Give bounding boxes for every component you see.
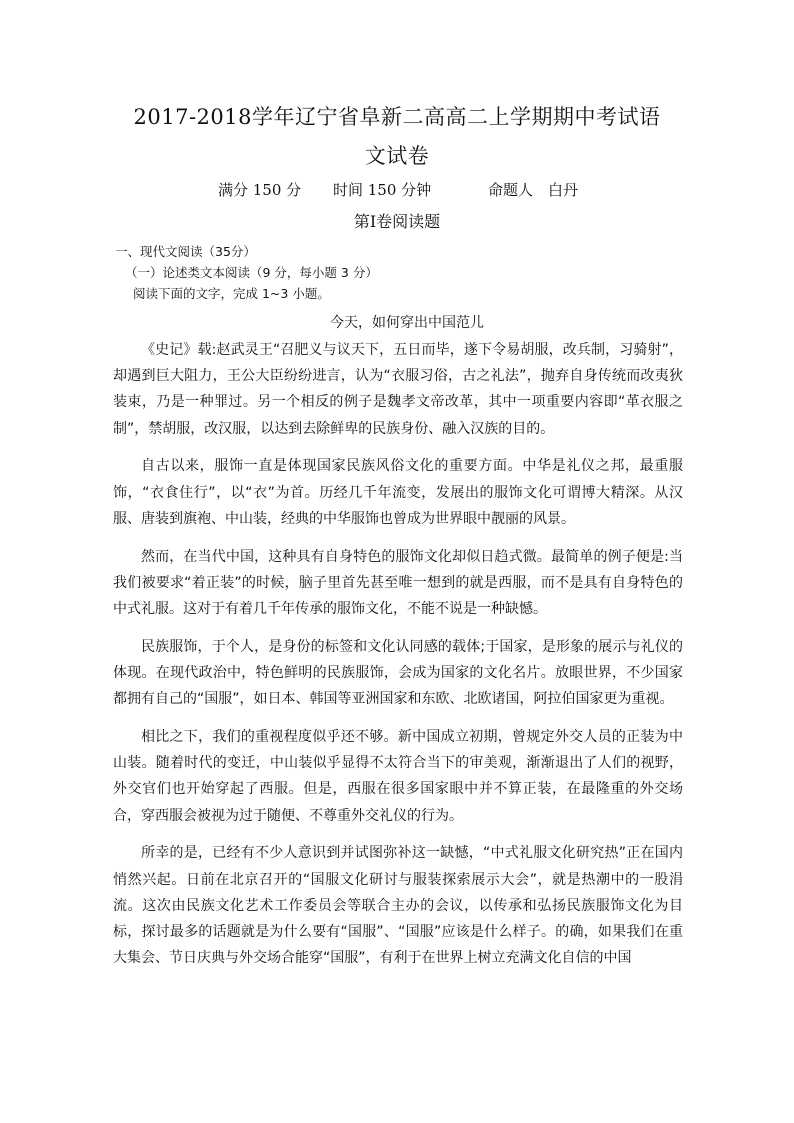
exam-author: 命题人 白丹 — [488, 181, 579, 199]
full-score: 满分 150 分 — [218, 181, 302, 199]
article-body — [113, 337, 683, 983]
article-paragraph: 所幸的是，已经有不少人意识到并试图弥补这一缺憾，“中式礼服文化研究热”正在国内悄然兴起。日前在北京召开的“国服文化研讨与服装探索展示大会”，就是热潮中的一股涓流。这次由民族文化艺术工作委员会等联合主办的会议，以传承和弘扬民族服饰文化为目标，探讨最多的话题就是为什么要有“国服”、“国服”应该是什么样子。的确，如果我们在重大集会、节日庆典与外交场合能穿“国服”，有利于在世界上树立充满文化自信的中国 — [113, 845, 683, 967]
volume-title: 第Ⅰ卷阅读题 — [353, 212, 441, 231]
reading-instruction: 阅读下面的文字，完成 1~3 小题。 — [133, 286, 330, 301]
article-paragraph: 相比之下，我们的重视程度似乎还不够。新中国成立初期，曾规定外交人员的正装为中山装。随着时代的变迁，中山装似乎显得不太符合当下的审美观，渐渐退出了人们的视野，外交官们也开始穿起了西服。但是，西服在很多国家眼中并不算正装，在最隆重的外交场合，穿西服会被视为过于随便、不尊重外交礼仪的行为。 — [113, 729, 683, 824]
article-paragraph: 《史记》载:赵武灵王“召肥义与议天下，五日而毕，遂下令易胡服，改兵制，习骑射”，却遇到巨大阻力，王公大臣纷纷进言，认为“衣服习俗，古之礼法”，抛弃自身传统而改夷狄装束，乃是一种罪过。另一个相反的例子是魏孝文帝改革，其中一项重要内容即“革衣服之制”，禁胡服，改汉服，以达到去除鲜卑的民族身份、融入汉族的目的。 — [113, 342, 683, 437]
exam-title-line-2: 文试卷 — [364, 144, 430, 168]
section-heading: 一、现代文阅读（35分） — [115, 244, 256, 259]
exam-title-line-1: 2017-2018学年辽宁省阜新二高高二上学期期中考试语 — [133, 105, 661, 129]
sub-section-heading: （一）论述类文本阅读（9 分，每小题 3 分） — [125, 265, 378, 280]
article-title: 今天，如何穿出中国范儿 — [330, 315, 484, 331]
article-paragraph: 民族服饰，于个人，是身份的标签和文化认同感的载体;于国家，是形象的展示与礼仪的体现。在现代政治中，特色鲜明的民族服饰，会成为国家的文化名片。放眼世界，不少国家都拥有自己的“国服”，如日本、韩国等亚洲国家和东欧、北欧诸国，阿拉伯国家更为重视。 — [113, 638, 683, 708]
article-paragraph: 自古以来，服饰一直是体现国家民族风俗文化的重要方面。中华是礼仪之邦，最重服饰，“衣食住行”，以“衣”为首。历经几千年流变，发展出的服饰文化可谓博大精深。从汉服、唐装到旗袍、中山装，经典的中华服饰也曾成为世界眼中靓丽的风景。 — [113, 458, 683, 527]
article-paragraph: 然而，在当代中国，这种具有自身特色的服饰文化却似日趋式微。最简单的例子便是:当我们被要求“着正装”的时候，脑子里首先甚至唯一想到的就是西服，而不是具有自身特色的中式礼服。这对于有着几千年传承的服饰文化，不能不说是一种缺憾。 — [113, 548, 683, 618]
exam-time: 时间 150 分钟 — [333, 181, 432, 199]
